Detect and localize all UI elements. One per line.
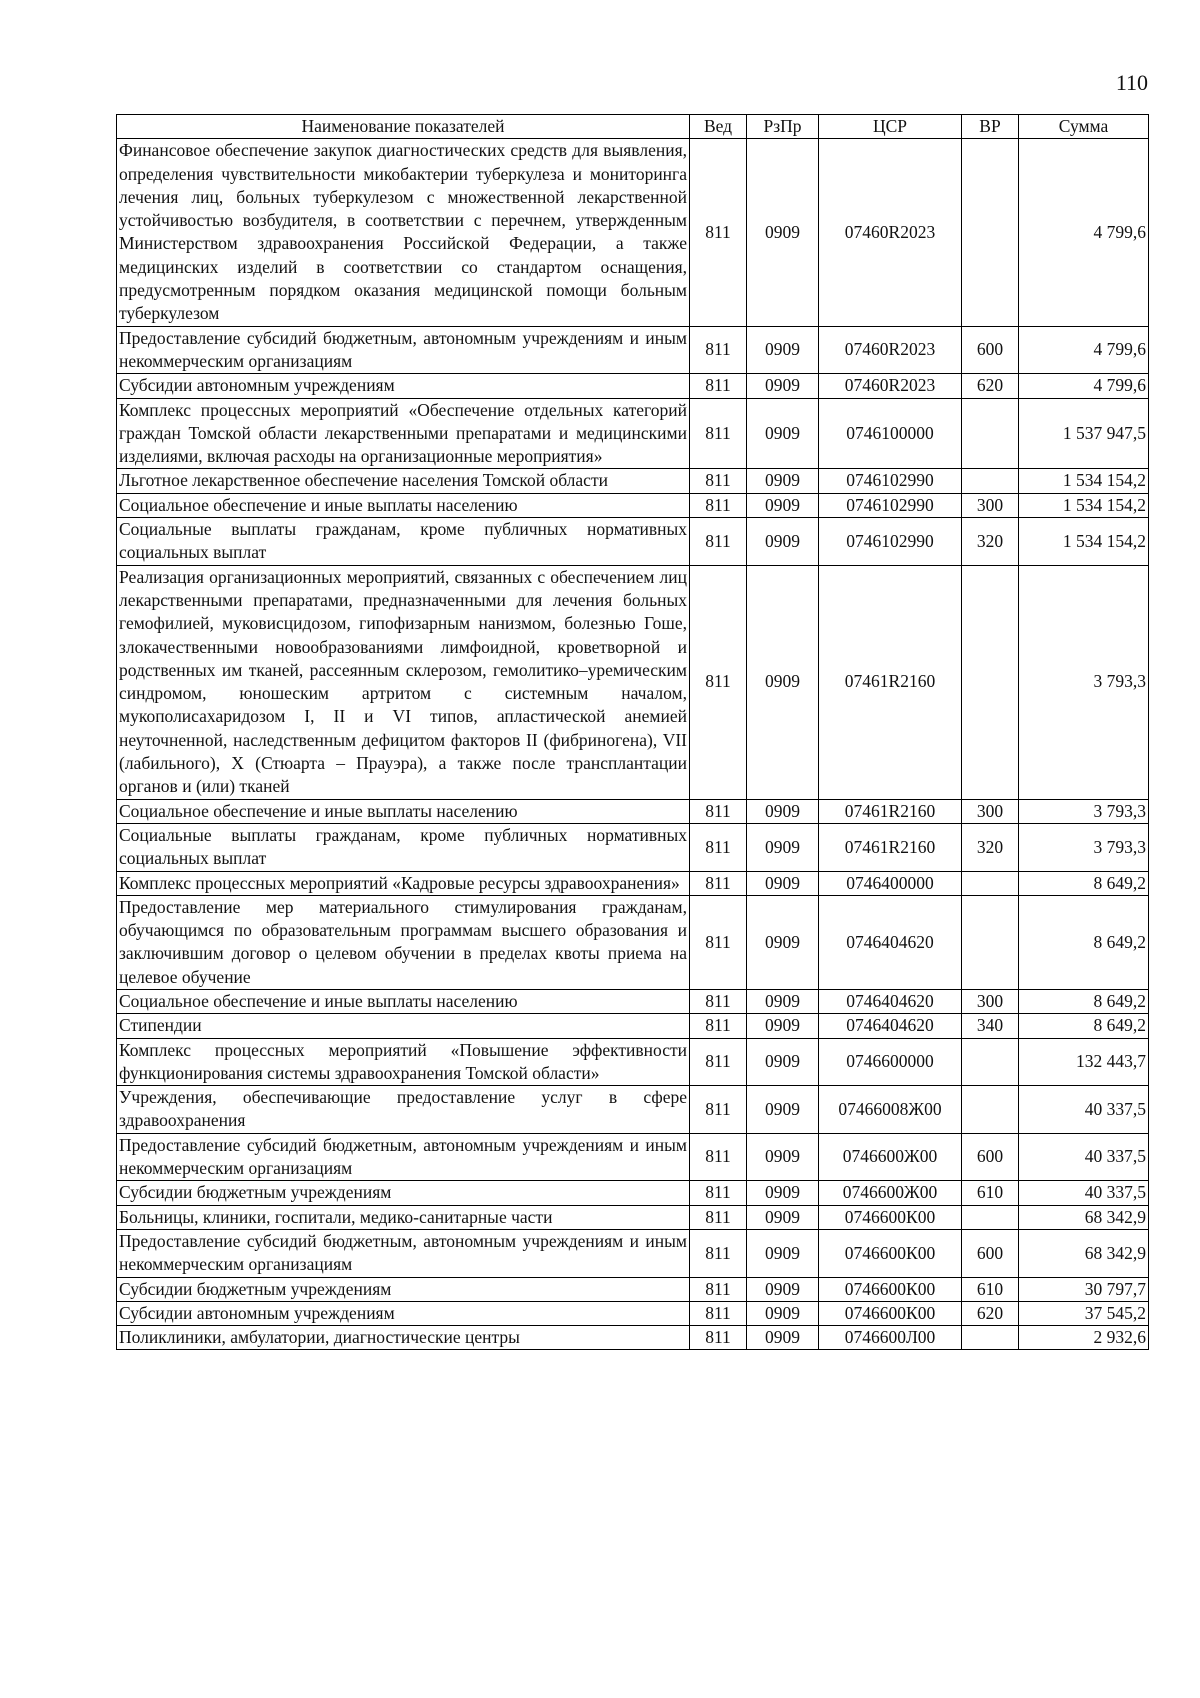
table-row (117, 469, 1149, 493)
cell-vr: 610 (962, 1181, 1019, 1205)
cell-sum: 4 799,6 (1019, 139, 1149, 326)
cell-rzpr: 0909 (747, 1038, 819, 1086)
table-row (117, 1205, 1149, 1229)
cell-csr: 07461R2160 (819, 823, 962, 871)
cell-vr: 300 (962, 799, 1019, 823)
cell-rzpr: 0909 (747, 871, 819, 895)
cell-ved: 811 (690, 326, 747, 374)
cell-sum: 3 793,3 (1019, 565, 1149, 799)
cell-name: Поликлиники, амбулатории, диагностические центры (117, 1326, 690, 1350)
cell-csr: 0746400000 (819, 871, 962, 895)
cell-csr: 07460R2023 (819, 374, 962, 398)
cell-vr (962, 398, 1019, 469)
cell-ved: 811 (690, 1277, 747, 1301)
cell-ved: 811 (690, 1038, 747, 1086)
cell-csr: 0746600К00 (819, 1205, 962, 1229)
table-row (117, 565, 1149, 799)
cell-sum: 68 342,9 (1019, 1205, 1149, 1229)
cell-name: Субсидии автономным учреждениям (117, 1301, 690, 1325)
cell-ved: 811 (690, 1086, 747, 1134)
cell-csr: 07461R2160 (819, 799, 962, 823)
budget-table (116, 114, 1149, 1350)
table-row (117, 1326, 1149, 1350)
cell-vr (962, 895, 1019, 989)
cell-csr: 0746600000 (819, 1038, 962, 1086)
cell-rzpr: 0909 (747, 326, 819, 374)
cell-ved: 811 (690, 493, 747, 517)
cell-name: Субсидии бюджетным учреждениям (117, 1277, 690, 1301)
cell-name: Субсидии автономным учреждениям (117, 374, 690, 398)
cell-ved: 811 (690, 823, 747, 871)
cell-rzpr: 0909 (747, 469, 819, 493)
cell-name: Субсидии бюджетным учреждениям (117, 1181, 690, 1205)
cell-name: Социальное обеспечение и иные выплаты населению (117, 493, 690, 517)
cell-sum: 3 793,3 (1019, 823, 1149, 871)
cell-name: Финансовое обеспечение закупок диагностических средств для выявления, определения чувствительности микобактерии туберкулеза и мониторинга лечения лиц, больных туберкулезом с множественной лекарственной устойчивостью возбудителя, в соответствии с перечнем, утвержденным Министерством здравоохранения Российской Федерации, а также медицинских изделий в соответствии со стандартом оснащения, предусмотренным порядком оказания медицинской помощи больным туберкулезом (117, 139, 690, 326)
cell-rzpr: 0909 (747, 398, 819, 469)
table-row (117, 1038, 1149, 1086)
cell-csr: 0746600Ж00 (819, 1181, 962, 1205)
cell-csr: 0746600К00 (819, 1229, 962, 1277)
column-header-csr: ЦСР (819, 115, 962, 139)
cell-vr (962, 1086, 1019, 1134)
cell-vr (962, 1205, 1019, 1229)
cell-name: Предоставление субсидий бюджетным, автономным учреждениям и иным некоммерческим организациям (117, 1133, 690, 1181)
cell-csr: 07460R2023 (819, 139, 962, 326)
cell-rzpr: 0909 (747, 493, 819, 517)
cell-csr: 07466008Ж00 (819, 1086, 962, 1134)
cell-ved: 811 (690, 374, 747, 398)
cell-vr: 300 (962, 493, 1019, 517)
cell-csr: 0746404620 (819, 989, 962, 1013)
cell-name: Больницы, клиники, госпитали, медико-санитарные части (117, 1205, 690, 1229)
table-row (117, 398, 1149, 469)
cell-vr (962, 871, 1019, 895)
table-row (117, 799, 1149, 823)
cell-name: Предоставление субсидий бюджетным, автономным учреждениям и иным некоммерческим организациям (117, 1229, 690, 1277)
cell-vr: 320 (962, 823, 1019, 871)
cell-sum: 8 649,2 (1019, 989, 1149, 1013)
cell-name: Комплекс процессных мероприятий «Кадровые ресурсы здравоохранения» (117, 871, 690, 895)
cell-ved: 811 (690, 1133, 747, 1181)
cell-ved: 811 (690, 1205, 747, 1229)
cell-sum: 2 932,6 (1019, 1326, 1149, 1350)
cell-rzpr: 0909 (747, 1326, 819, 1350)
cell-vr: 320 (962, 518, 1019, 566)
cell-ved: 811 (690, 1181, 747, 1205)
cell-sum: 40 337,5 (1019, 1086, 1149, 1134)
cell-ved: 811 (690, 1229, 747, 1277)
cell-rzpr: 0909 (747, 895, 819, 989)
cell-sum: 68 342,9 (1019, 1229, 1149, 1277)
cell-name: Социальные выплаты гражданам, кроме публичных нормативных социальных выплат (117, 518, 690, 566)
cell-sum: 8 649,2 (1019, 895, 1149, 989)
cell-name: Комплекс процессных мероприятий «Обеспечение отдельных категорий граждан Томской области лекарственными препаратами и медицинскими изделиями, включая расходы на организационные мероприятия» (117, 398, 690, 469)
cell-ved: 811 (690, 871, 747, 895)
cell-csr: 0746102990 (819, 493, 962, 517)
table-row (117, 1229, 1149, 1277)
cell-rzpr: 0909 (747, 1133, 819, 1181)
cell-ved: 811 (690, 139, 747, 326)
cell-sum: 1 534 154,2 (1019, 518, 1149, 566)
table-row (117, 895, 1149, 989)
cell-vr (962, 139, 1019, 326)
page-number: 110 (1115, 70, 1148, 95)
cell-name: Предоставление субсидий бюджетным, автономным учреждениям и иным некоммерческим организациям (117, 326, 690, 374)
cell-sum: 132 443,7 (1019, 1038, 1149, 1086)
cell-sum: 40 337,5 (1019, 1181, 1149, 1205)
cell-rzpr: 0909 (747, 799, 819, 823)
cell-csr: 0746102990 (819, 518, 962, 566)
cell-name: Реализация организационных мероприятий, связанных с обеспечением лиц лекарственными препаратами, предназначенными для лечения больных гемофилией, муковисцидозом, гипофизарным нанизмом, болезнью Гоше, злокачественными новообразованиями лимфоидной, кроветворной и родственных им тканей, рассеянным склерозом, гемолитико–уремическим синдромом, юношеским артритом с системным началом, мукополисахаридозом I, II и VI типов, апластической анемией неуточненной, наследственным дефицитом факторов II (фибриногена), VII (лабильного), X (Стюарта – Прауэра), а также после трансплантации органов и (или) тканей (117, 565, 690, 799)
cell-vr (962, 1326, 1019, 1350)
cell-rzpr: 0909 (747, 1014, 819, 1038)
cell-sum: 4 799,6 (1019, 326, 1149, 374)
cell-ved: 811 (690, 518, 747, 566)
table-row (117, 823, 1149, 871)
cell-csr: 07461R2160 (819, 565, 962, 799)
cell-name: Комплекс процессных мероприятий «Повышение эффективности функционирования системы здравоохранения Томской области» (117, 1038, 690, 1086)
column-header-name: Наименование показателей (117, 115, 690, 139)
table-row (117, 493, 1149, 517)
cell-rzpr: 0909 (747, 1277, 819, 1301)
cell-vr: 610 (962, 1277, 1019, 1301)
table-row (117, 139, 1149, 326)
cell-csr: 0746404620 (819, 1014, 962, 1038)
table-row (117, 1086, 1149, 1134)
column-header-ved: Вед (690, 115, 747, 139)
cell-vr (962, 1038, 1019, 1086)
cell-sum: 8 649,2 (1019, 1014, 1149, 1038)
cell-rzpr: 0909 (747, 139, 819, 326)
table-row (117, 989, 1149, 1013)
column-header-rzpr: РзПр (747, 115, 819, 139)
table-row (117, 518, 1149, 566)
cell-sum: 4 799,6 (1019, 374, 1149, 398)
cell-csr: 0746600Л00 (819, 1326, 962, 1350)
cell-sum: 30 797,7 (1019, 1277, 1149, 1301)
cell-csr: 0746600К00 (819, 1277, 962, 1301)
cell-vr: 600 (962, 1229, 1019, 1277)
cell-vr: 620 (962, 374, 1019, 398)
cell-name: Учреждения, обеспечивающие предоставление услуг в сфере здравоохранения (117, 1086, 690, 1134)
cell-rzpr: 0909 (747, 1086, 819, 1134)
table-row (117, 1133, 1149, 1181)
table-row (117, 374, 1149, 398)
cell-ved: 811 (690, 1326, 747, 1350)
cell-ved: 811 (690, 565, 747, 799)
cell-ved: 811 (690, 895, 747, 989)
cell-name: Предоставление мер материального стимулирования гражданам, обучающимся по образовательным программам высшего образования и заключившим договор о целевом обучении в пределах квоты приема на целевое обучение (117, 895, 690, 989)
cell-ved: 811 (690, 469, 747, 493)
cell-csr: 0746404620 (819, 895, 962, 989)
cell-ved: 811 (690, 1014, 747, 1038)
cell-ved: 811 (690, 799, 747, 823)
cell-name: Социальное обеспечение и иные выплаты населению (117, 989, 690, 1013)
cell-rzpr: 0909 (747, 1229, 819, 1277)
table-row (117, 326, 1149, 374)
table-row (117, 1301, 1149, 1325)
cell-name: Социальное обеспечение и иные выплаты населению (117, 799, 690, 823)
table-row (117, 1277, 1149, 1301)
cell-vr: 600 (962, 326, 1019, 374)
table-row (117, 871, 1149, 895)
cell-rzpr: 0909 (747, 1181, 819, 1205)
cell-rzpr: 0909 (747, 565, 819, 799)
cell-ved: 811 (690, 989, 747, 1013)
cell-vr: 340 (962, 1014, 1019, 1038)
cell-sum: 40 337,5 (1019, 1133, 1149, 1181)
cell-sum: 1 537 947,5 (1019, 398, 1149, 469)
cell-sum: 3 793,3 (1019, 799, 1149, 823)
cell-csr: 0746600Ж00 (819, 1133, 962, 1181)
cell-ved: 811 (690, 1301, 747, 1325)
cell-rzpr: 0909 (747, 374, 819, 398)
cell-rzpr: 0909 (747, 823, 819, 871)
cell-sum: 1 534 154,2 (1019, 469, 1149, 493)
cell-csr: 0746102990 (819, 469, 962, 493)
cell-ved: 811 (690, 398, 747, 469)
cell-rzpr: 0909 (747, 518, 819, 566)
table-row (117, 1181, 1149, 1205)
table-header-row (117, 115, 1149, 139)
cell-vr (962, 469, 1019, 493)
column-header-vr: ВР (962, 115, 1019, 139)
cell-vr (962, 565, 1019, 799)
cell-name: Льготное лекарственное обеспечение населения Томской области (117, 469, 690, 493)
cell-csr: 0746100000 (819, 398, 962, 469)
table-row (117, 1014, 1149, 1038)
cell-sum: 37 545,2 (1019, 1301, 1149, 1325)
cell-name: Стипендии (117, 1014, 690, 1038)
column-header-sum: Сумма (1019, 115, 1149, 139)
cell-csr: 0746600К00 (819, 1301, 962, 1325)
cell-vr: 300 (962, 989, 1019, 1013)
cell-csr: 07460R2023 (819, 326, 962, 374)
cell-sum: 1 534 154,2 (1019, 493, 1149, 517)
cell-rzpr: 0909 (747, 1205, 819, 1229)
cell-sum: 8 649,2 (1019, 871, 1149, 895)
cell-vr: 600 (962, 1133, 1019, 1181)
cell-rzpr: 0909 (747, 989, 819, 1013)
cell-vr: 620 (962, 1301, 1019, 1325)
cell-rzpr: 0909 (747, 1301, 819, 1325)
cell-name: Социальные выплаты гражданам, кроме публичных нормативных социальных выплат (117, 823, 690, 871)
